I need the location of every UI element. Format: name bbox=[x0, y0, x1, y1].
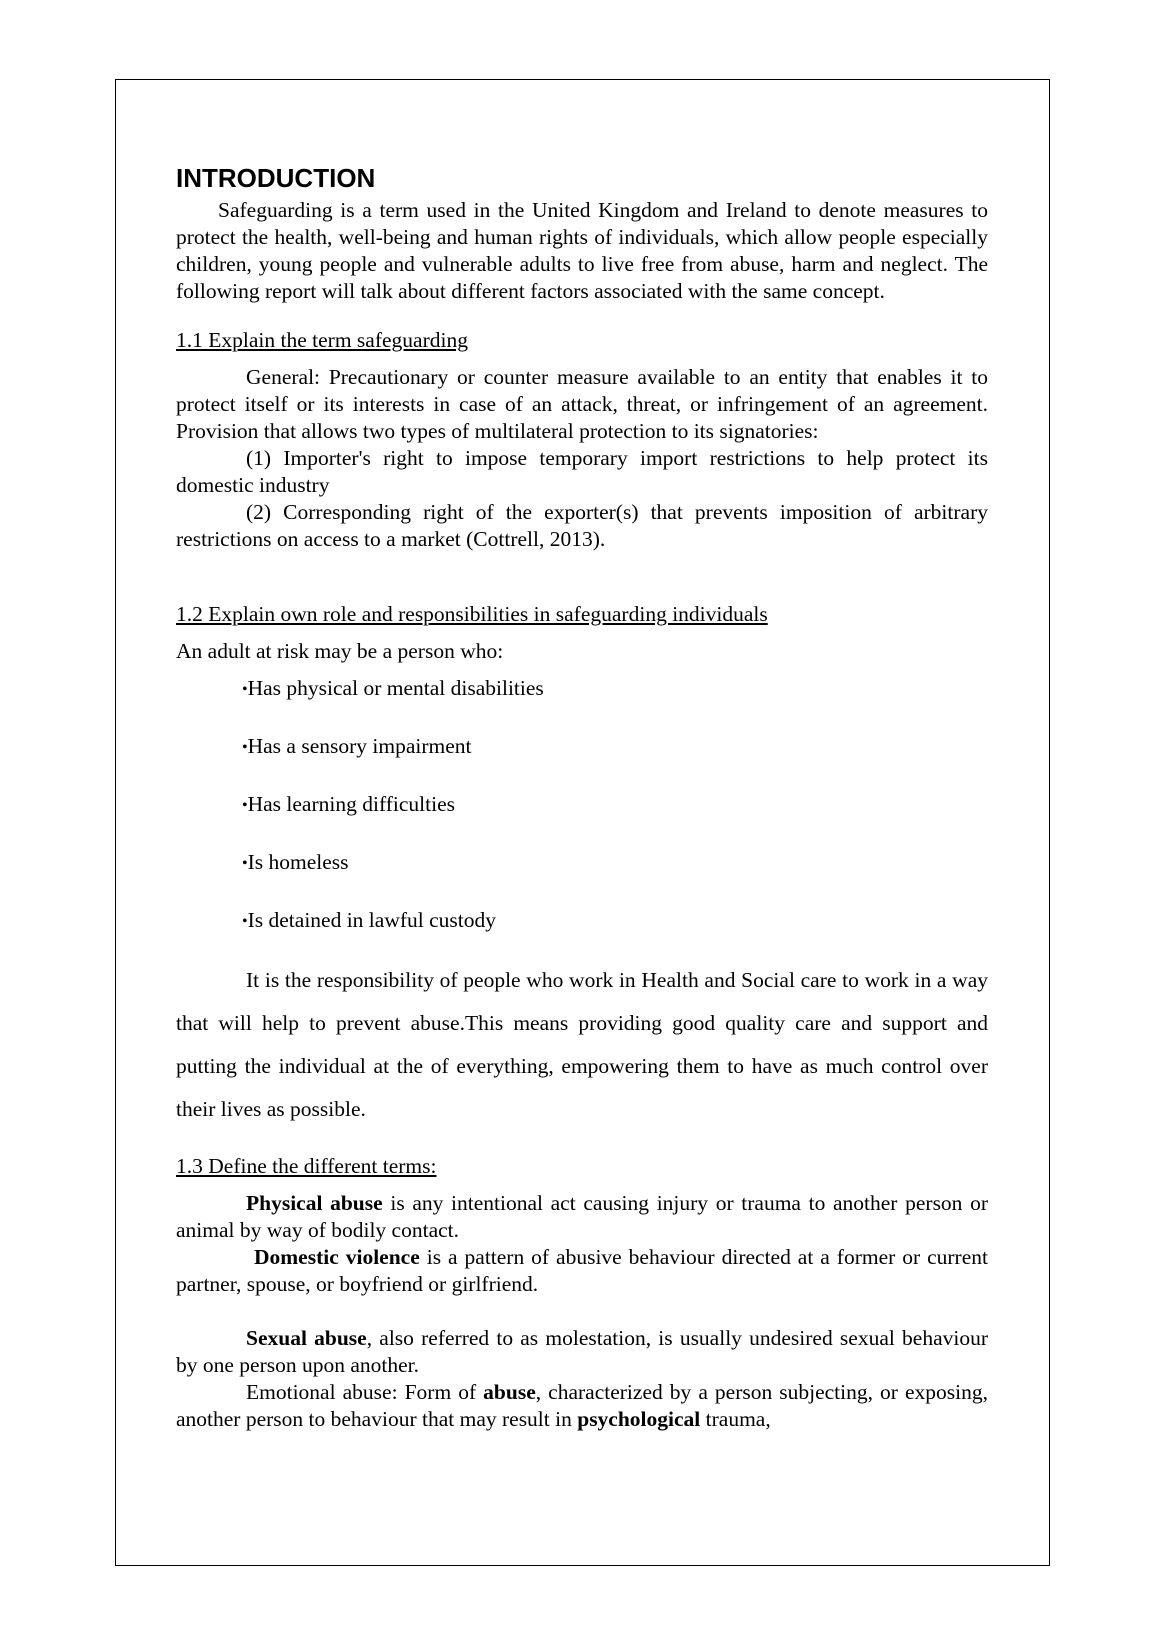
list-item-text: Is homeless bbox=[247, 850, 349, 874]
sexual-abuse-text: , also referred to as molestation, is usually undesired sexual behaviour by one person upon another. bbox=[176, 1326, 989, 1377]
document-body bbox=[176, 162, 988, 1433]
domestic-violence-definition bbox=[176, 1244, 988, 1298]
list-item bbox=[242, 675, 988, 733]
intro-heading: INTRODUCTION bbox=[176, 163, 376, 193]
list-item bbox=[242, 907, 988, 965]
emotional-abuse-end: trauma, bbox=[700, 1407, 771, 1431]
physical-abuse-term: Physical abuse bbox=[246, 1191, 383, 1215]
section-1-2-lead: An adult at risk may be a person who: bbox=[176, 639, 504, 663]
emotional-abuse-bold-1: abuse bbox=[483, 1380, 536, 1404]
list-item-text: Has physical or mental disabilities bbox=[247, 676, 544, 700]
sexual-abuse-term: Sexual abuse bbox=[246, 1326, 367, 1350]
list-item-text: Has learning difficulties bbox=[247, 792, 455, 816]
section-1-1-title: 1.1 Explain the term safeguarding bbox=[176, 328, 468, 352]
bullet-icon: • bbox=[242, 797, 248, 814]
emotional-abuse-intro: Emotional abuse: Form of bbox=[246, 1380, 484, 1404]
bullet-icon: • bbox=[242, 739, 248, 756]
section-1-1-item-1: (1) Importer's right to impose temporary import restrictions to help protect its domestic industry bbox=[176, 446, 988, 497]
bullet-icon: • bbox=[242, 681, 248, 698]
domestic-violence-term: Domestic violence bbox=[254, 1245, 420, 1269]
risk-bullet-list bbox=[176, 675, 988, 965]
list-item bbox=[242, 849, 988, 907]
list-item bbox=[242, 791, 988, 849]
list-item-text: Is detained in lawful custody bbox=[247, 908, 496, 932]
domestic-violence-text: is a pattern of abusive behaviour directed at a former or current partner, spouse, or boyfriend or girlfriend. bbox=[176, 1245, 988, 1296]
physical-abuse-definition bbox=[176, 1190, 988, 1244]
emotional-abuse-middle: , characterized by a person subjecting, or exposing, another person to behaviour that may result in bbox=[176, 1380, 989, 1431]
section-1-1-item-2: (2) Corresponding right of the exporter(s) that prevents imposition of arbitrary restrictions on access to a market (Cottrell, 2013). bbox=[176, 500, 988, 551]
section-1-1-general: General: Precautionary or counter measure available to an entity that enables it to protect itself or its interests in case of an attack, threat, or infringement of an agreement. Provision that allows two types of multilateral protection to its signatories: bbox=[176, 365, 988, 443]
physical-abuse-text: is any intentional act causing injury or trauma to another person or animal by way of bodily contact. bbox=[176, 1191, 988, 1242]
bullet-icon: • bbox=[242, 913, 248, 930]
emotional-abuse-definition bbox=[176, 1379, 988, 1433]
sexual-abuse-definition bbox=[176, 1325, 988, 1379]
list-item bbox=[242, 733, 988, 791]
section-1-2-title: 1.2 Explain own role and responsibilities in safeguarding individuals bbox=[176, 602, 768, 626]
emotional-abuse-bold-2: psychological bbox=[577, 1407, 701, 1431]
intro-paragraph: Safeguarding is a term used in the United Kingdom and Ireland to denote measures to protect the health, well-being and human rights of individuals, which allow people especially children, young people and vulnerable adults to live free from abuse, harm and neglect. The following report will talk about different factors associated with the same concept. bbox=[176, 198, 988, 303]
section-1-3-title: 1.3 Define the different terms: bbox=[176, 1154, 437, 1178]
bullet-icon: • bbox=[242, 855, 248, 872]
responsibility-paragraph: It is the responsibility of people who work in Health and Social care to work in a way that will help to prevent abuse.This means providing good quality care and support and putting the individual at the of everything, empowering them to have as much control over their lives as possible. bbox=[176, 968, 988, 1121]
list-item-text: Has a sensory impairment bbox=[247, 734, 472, 758]
